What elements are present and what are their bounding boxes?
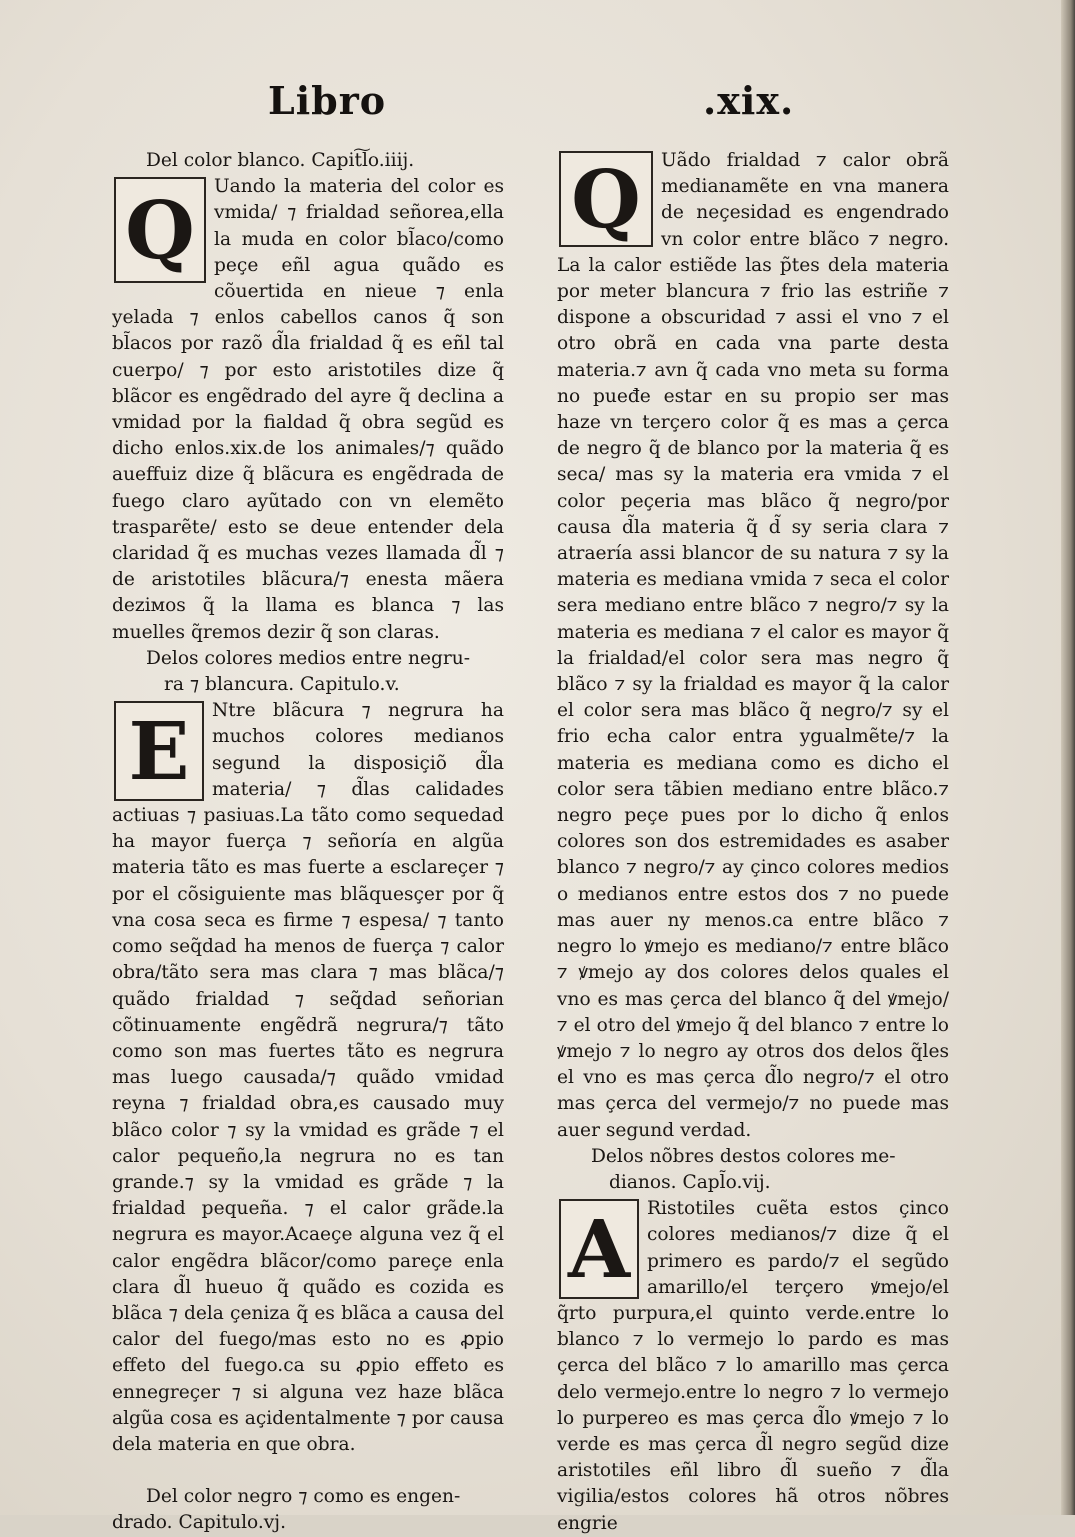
- chapter-4-body: [112, 174, 504, 646]
- chapter-5-continuation-initial: Q: [559, 151, 653, 247]
- chapter-6-heading-line-1: Del color negro ⁊ como es engen-: [146, 1486, 461, 1508]
- chapter-7-initial: A: [559, 1199, 639, 1299]
- chapter-7-heading-line-2: dianos. Capl̃o.vij.: [609, 1171, 771, 1193]
- chapter-4-text: Uando la materia del color es vmida/ ⁊ frialdad señorea,ella la muda en color bl̃aco/como peçe eñl agua quãdo es cõuertida en nieue ⁊ enla yelada ⁊ enlos cabellos canos q̃ son bl̃acos por razõ d̃la frialdad q̃ es eñl tal cuerpo/ ⁊ por esto aristotiles dize q̃ blãcor es engẽdrado del ayre q̃ declina a vmidad por la fialdad q̃ obra segũd es dicho enlos.xix.de los animales/⁊ quãdo aueffuiz dize q̃ blãcura es engẽdrada de fuego claro ayũtado con vn elemẽto trasparẽte/ esto se deue entender dela claridad q̃ es muchas vezes llamada d̃l ⁊ de aristotiles blãcura/⁊ enesta mãera deziмos q̃ la llama es blanca ⁊ las muelles q̃remos dezir q̃ son claras.: [112, 176, 504, 643]
- chapter-5-heading-line-1: Delos colores medios entre negru-: [146, 647, 471, 669]
- running-header-right: .xix.: [703, 78, 795, 123]
- chapter-4-initial: Q: [114, 177, 206, 283]
- chapter-4-heading: Del color blanco. Capit͠lo.iiij.: [146, 150, 415, 171]
- chapter-7-heading-line-1: Delos nõbres destos colores me-: [591, 1145, 896, 1167]
- chapter-5-body: [112, 698, 504, 1458]
- chapter-5-continuation-text: Uãdo frialdad ⁊ calor obrã medianamẽte en vna manera de neçesidad es engendrado vn color entre blãco ⁊ negro. La la calor estiẽde las p̃tes dela materia por meter blancura ⁊ frio las estriñe ⁊ dispone a obscuridad ⁊ assi el vno ⁊ el otro obrã en cada vna parte desta materia.⁊ avn q̃ cada vno meta su forma no pueđe estar en su propio ser mas haze vn terçero color q̃ es mas a çerca de negro q̃ de blanco por la materia q̃ es seca/ mas sy la materia era vmida ⁊ el color peçeria mas blãco q̃ negro/por causa d̃la materia q̃ d̃ sy seria clara ⁊ atraería assi blancor de su natura ⁊ sy la materia es mediana vmida ⁊ seca el color sera mediano entre blãco ⁊ negro/⁊ sy la materia es mediana ⁊ el calor es mayor q̃ la frialdad/el color sera mas negro q̃ blãco ⁊ sy la frialdad es mayor q̃ la calor el color sera mas blãco q̃ negro/⁊ sy el frio echa calor entra ygualmẽte/⁊ la materia es mediana como es dicho el color sera tãbien mediano entre blãco.⁊ negro peçe pues por lo dicho q̃ enlos colores son dos estremidades es asaber blanco ⁊ negro/⁊ ay çinco colores medios o medianos entre estos dos ⁊ no puede mas auer ny menos.ca entre blãco ⁊ negro lo ꝟmejo es mediano/⁊ entre blãco ⁊ ꝟmejo ay dos colores delos quales el vno es mas çerca del blanco q̃ del ꝟmejo/⁊ el otro del ꝟmejo q̃ del blanco ⁊ entre lo ꝟmejo ⁊ lo negro ay otros dos delos q̃les el vno es mas çerca d̃lo negro/⁊ el otro mas çerca del vermejo/⁊ no puede mas auer segund verdad.: [557, 150, 949, 1141]
- chapter-7-text: Ristotiles cuẽta estos çinco colores medianos/⁊ dize q̃ el primero es pardo/⁊ el segũdo amarillo/el terçero ꝟmejo/el q̃rto purpura,el quinto verde.entre lo blanco ⁊ lo vermejo lo pardo es mas çerca del blãco ⁊ lo amarillo mas çerca delo vermejo.entre lo negro ⁊ lo vermejo lo purpereo es mas çerca d̃lo ꝟmejo ⁊ lo verde es mas çerca d̃l negro segũd dize aristotiles eñl libro d̃l sueño ⁊ d̃la vigilia/estos colores hã otros nõbres engrie: [557, 1198, 949, 1534]
- chapter-6-heading-line-2: drado. Capitulo.vj.: [112, 1512, 286, 1534]
- chapter-5-heading-line-2: ra ⁊ blancura. Capitulo.v.: [164, 674, 400, 696]
- chapter-5-text: Ntre blãcura ⁊ negrura ha muchos colores medianos segund la disposiçiõ d̃la materia/ ⁊ d̃las calidades actiuas ⁊ pasiuas.La tãto como sequedad ha mayor fuerça ⁊ señoría en algũa materia tãto es mas fuerte a esclareçer ⁊ por el cõsiguiente mas blãquesçer por q̃ vna cosa seca es firme ⁊ espesa/ ⁊ tanto como seq̃dad ha menos de fuerça ⁊ calor obra/tãto sera mas clara ⁊ mas blãca/⁊ quãdo frialdad ⁊ seq̃dad señorian cõtinuamente engẽdrã negrura/⁊ tãto como son mas fuertes tãto es negrura mas luego causada/⁊ quãdo vmidad reyna ⁊ frialdad obra,es causado muy blãco color ⁊ sy la vmidad es grãde ⁊ el calor pequeño,la negrura no es tan grande.⁊ sy la vmidad es grãde ⁊ la frialdad pequeña. ⁊ el calor grãde.la negrura es mayor.Acaeçe alguna vez q̃ el calor engẽdra blãcor/como pareçe enla clara d̃l hueuo q̃ quãdo es cozida es blãca ⁊ dela çeniza q̃ es blãca a causa del calor del fuego/mas esto no es ꝓpio effeto del fuego.ca su ꝓpio effeto es ennegreçer ⁊ si alguna vez haze blãca algũa cosa es açidentalmente ⁊ por causa dela materia en que obra.: [112, 700, 504, 1455]
- running-header-left: Libro: [268, 78, 387, 123]
- right-column: [557, 148, 949, 1537]
- chapter-5-initial: E: [114, 701, 204, 801]
- chapter-7-body: [557, 1196, 949, 1537]
- left-column: [112, 148, 504, 1537]
- page-edge-shadow: [1061, 0, 1075, 1515]
- section-gap: [112, 1458, 504, 1484]
- chapter-5-continuation-body: [557, 148, 949, 1144]
